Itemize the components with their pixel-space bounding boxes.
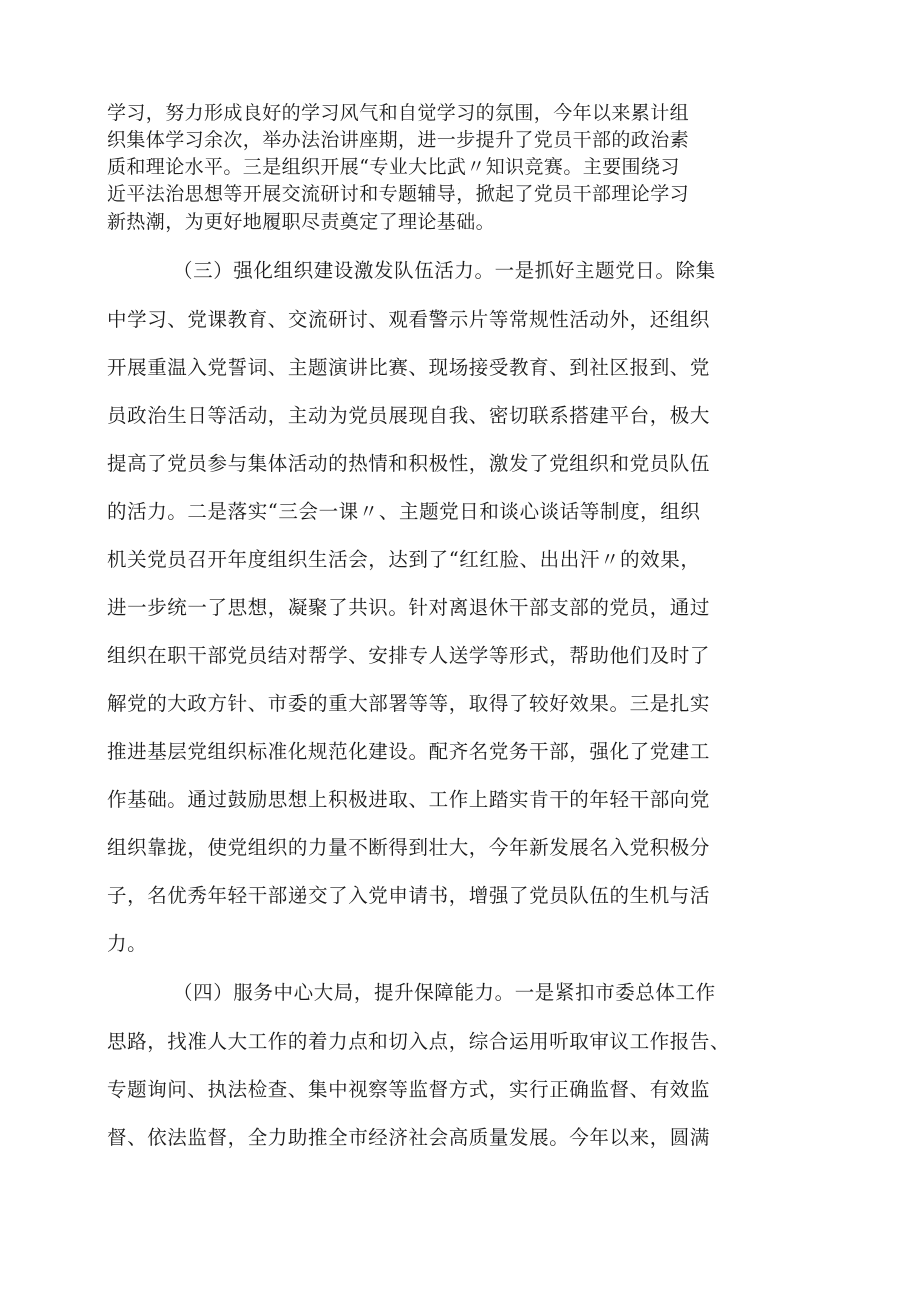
text-line: 作基础。通过鼓励思想上积极进取、工作上踏实肯干的年轻干部向党 <box>107 788 711 811</box>
text-line: 组织靠拢，使党组织的力量不断得到壮大，今年新发展名入党积极分 <box>107 836 711 859</box>
text-line: 近平法治思想等开展交流研讨和专题辅导，掀起了党员干部理论学习 <box>107 183 690 205</box>
text-line: 员政治生日等活动，主动为党员展现自我、密切联系搭建平台，极大 <box>107 404 711 427</box>
text-line: 学习，努力形成良好的学习风气和自觉学习的氛围，今年以来累计组 <box>107 102 690 124</box>
text-line: 质和理论水平。三是组织开展“专业大比武〃知识竞赛。主要围绕习 <box>107 156 680 178</box>
text-line: 中学习、党课教育、交流研讨、观看警示片等常规性活动外，还组织 <box>107 308 711 331</box>
text-line: 力。 <box>107 932 148 955</box>
text-line: 开展重温入党誓词、主题演讲比赛、现场接受教育、到社区报到、党 <box>107 356 711 379</box>
text-line: 解党的大政方针、市委的重大部署等等，取得了较好效果。三是扎实 <box>107 692 711 715</box>
text-line: 督、依法监督，全力助推全市经济社会高质量发展。今年以来，圆满 <box>107 1126 711 1149</box>
text-line: 机关党员召开年度组织生活会，达到了“红红脸、出出汗〃的效果， <box>107 548 701 571</box>
text-line: 的活力。二是落实“三会一课〃、主题党日和谈心谈话等制度，组织 <box>107 500 701 523</box>
text-line: 子，名优秀年轻干部递交了入党申请书，增强了党员队伍的生机与活 <box>107 884 711 907</box>
text-line: 提高了党员参与集体活动的热情和积极性，激发了党组织和党员队伍 <box>107 452 711 475</box>
section-heading-line: （四）服务中心大局，提升保障能力。一是紧扣市委总体工作 <box>173 981 716 1004</box>
text-line: 推进基层党组织标准化规范化建设。配齐名党务干部，强化了党建工 <box>107 740 711 763</box>
text-line: 组织在职干部党员结对帮学、安排专人送学等形式，帮助他们及时了 <box>107 644 711 667</box>
text-line: 专题询问、执法检查、集中视察等监督方式，实行正确监督、有效监 <box>107 1078 711 1101</box>
text-line: 新热潮，为更好地履职尽责奠定了理论基础。 <box>107 211 496 233</box>
text-line: 进一步统一了思想，凝聚了共识。针对离退休干部支部的党员，通过 <box>107 596 711 619</box>
text-line: 织集体学习余次，举办法治讲座期，进一步提升了党员干部的政治素 <box>107 129 690 151</box>
section-heading-line: （三）强化组织建设激发队伍活力。一是抓好主题党日。除集 <box>173 259 716 282</box>
text-line: 思路，找准人大工作的着力点和切入点，综合运用听取审议工作报告、 <box>107 1030 731 1053</box>
